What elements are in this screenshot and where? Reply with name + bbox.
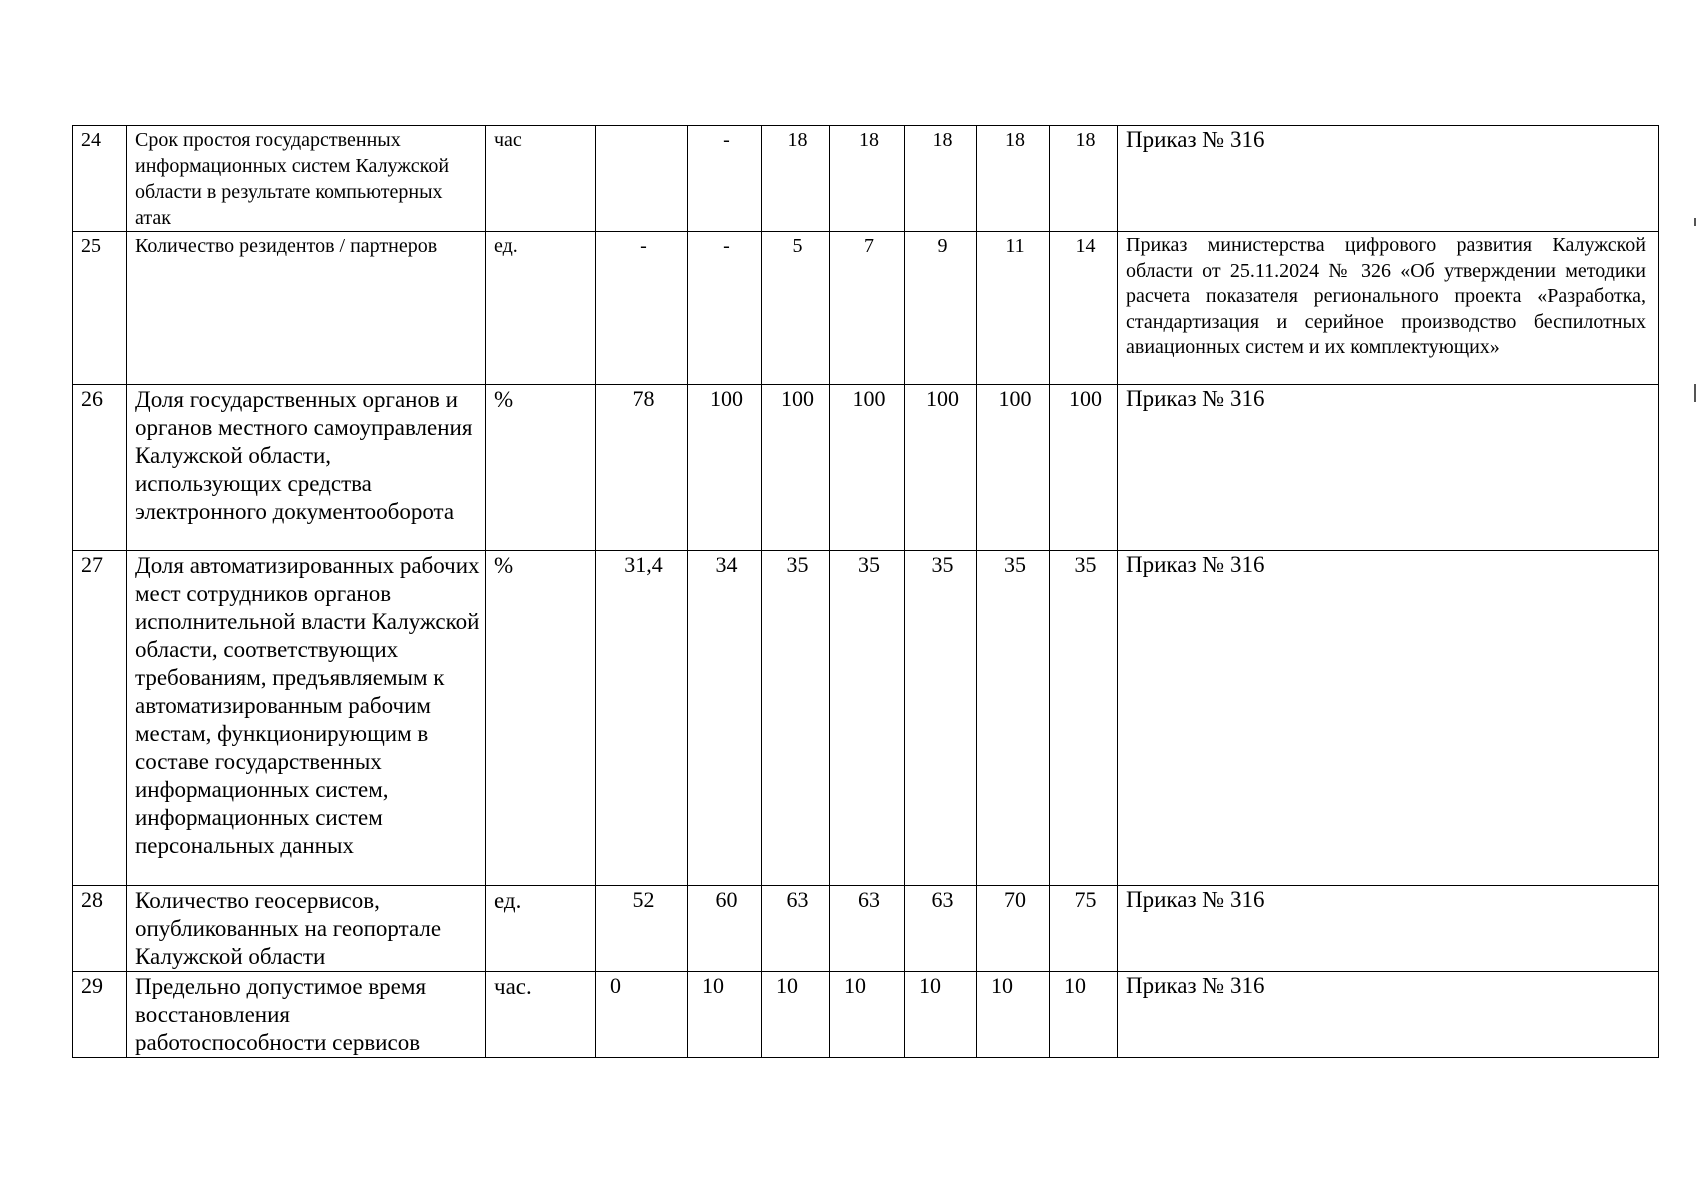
value-cell: 100 <box>762 385 830 551</box>
value-cell: 63 <box>762 886 830 972</box>
value-cell: 52 <box>596 886 688 972</box>
value-cell: 70 <box>977 886 1050 972</box>
indicator-name: Предельно допустимое время восстановления работоспособности сервисов <box>127 972 486 1058</box>
value-cell: 18 <box>830 126 905 232</box>
source-document: Приказ министерства цифрового развития Калужской области от 25.11.2024 № 326 «Об утверждении методики расчета показателя регионального проекта «Разработка, стандартизация и серийное производство беспилотных авиационных систем и их комплектующих» <box>1118 232 1659 385</box>
indicator-name: Количество геосервисов, опубликованных на геопортале Калужской области <box>127 886 486 972</box>
value-cell: 75 <box>1050 886 1118 972</box>
value-cell: 78 <box>596 385 688 551</box>
row-number: 25 <box>73 232 127 385</box>
value-cell: 63 <box>905 886 977 972</box>
value-cell: 18 <box>1050 126 1118 232</box>
value-cell: 10 <box>1050 972 1118 1058</box>
table-row <box>73 232 1659 385</box>
value-cell: 10 <box>830 972 905 1058</box>
value-cell: 35 <box>762 551 830 886</box>
scan-margin-mark <box>1694 384 1696 402</box>
value-cell: 100 <box>830 385 905 551</box>
value-cell: 9 <box>905 232 977 385</box>
indicator-name: Доля государственных органов и органов местного самоуправления Калужской области, использующих средства электронного документооборота <box>127 385 486 551</box>
unit-cell: ед. <box>486 232 596 385</box>
indicator-name: Срок простоя государственных информационных систем Калужской области в результате компьютерных атак <box>127 126 486 232</box>
value-cell: 35 <box>830 551 905 886</box>
value-cell: 100 <box>688 385 762 551</box>
value-cell: 7 <box>830 232 905 385</box>
indicators-table <box>72 125 1659 1058</box>
value-cell: 60 <box>688 886 762 972</box>
indicator-name: Количество резидентов / партнеров <box>127 232 486 385</box>
unit-cell: час. <box>486 972 596 1058</box>
value-cell: 34 <box>688 551 762 886</box>
value-cell <box>596 126 688 232</box>
row-number: 28 <box>73 886 127 972</box>
table-row <box>73 385 1659 551</box>
value-cell: 35 <box>1050 551 1118 886</box>
value-cell: 14 <box>1050 232 1118 385</box>
value-cell: 35 <box>977 551 1050 886</box>
value-cell: 10 <box>977 972 1050 1058</box>
value-cell: 18 <box>762 126 830 232</box>
scan-margin-mark <box>1694 218 1696 226</box>
value-cell: - <box>688 232 762 385</box>
value-cell: 35 <box>905 551 977 886</box>
unit-cell: % <box>486 385 596 551</box>
row-number: 26 <box>73 385 127 551</box>
value-cell: 100 <box>1050 385 1118 551</box>
value-cell: 18 <box>905 126 977 232</box>
source-document: Приказ № 316 <box>1118 886 1659 972</box>
source-document: Приказ № 316 <box>1118 385 1659 551</box>
value-cell: 18 <box>977 126 1050 232</box>
row-number: 29 <box>73 972 127 1058</box>
value-cell: 10 <box>762 972 830 1058</box>
unit-cell: % <box>486 551 596 886</box>
value-cell: 100 <box>905 385 977 551</box>
table-row <box>73 972 1659 1058</box>
indicator-name: Доля автоматизированных рабочих мест сотрудников органов исполнительной власти Калужской области, соответствующих требованиям, предъявляемым к автоматизированным рабочим местам, функционирующим в составе государственных информационных систем, информационных систем персональных данных <box>127 551 486 886</box>
table-row <box>73 126 1659 232</box>
value-cell: 10 <box>905 972 977 1058</box>
unit-cell: час <box>486 126 596 232</box>
value-cell: 10 <box>688 972 762 1058</box>
table-row <box>73 886 1659 972</box>
value-cell: 0 <box>596 972 688 1058</box>
source-document: Приказ № 316 <box>1118 972 1659 1058</box>
value-cell: 11 <box>977 232 1050 385</box>
value-cell: 63 <box>830 886 905 972</box>
table-row <box>73 551 1659 886</box>
value-cell: 100 <box>977 385 1050 551</box>
source-document: Приказ № 316 <box>1118 126 1659 232</box>
source-document: Приказ № 316 <box>1118 551 1659 886</box>
row-number: 27 <box>73 551 127 886</box>
value-cell: - <box>688 126 762 232</box>
row-number: 24 <box>73 126 127 232</box>
unit-cell: ед. <box>486 886 596 972</box>
value-cell: - <box>596 232 688 385</box>
value-cell: 5 <box>762 232 830 385</box>
value-cell: 31,4 <box>596 551 688 886</box>
